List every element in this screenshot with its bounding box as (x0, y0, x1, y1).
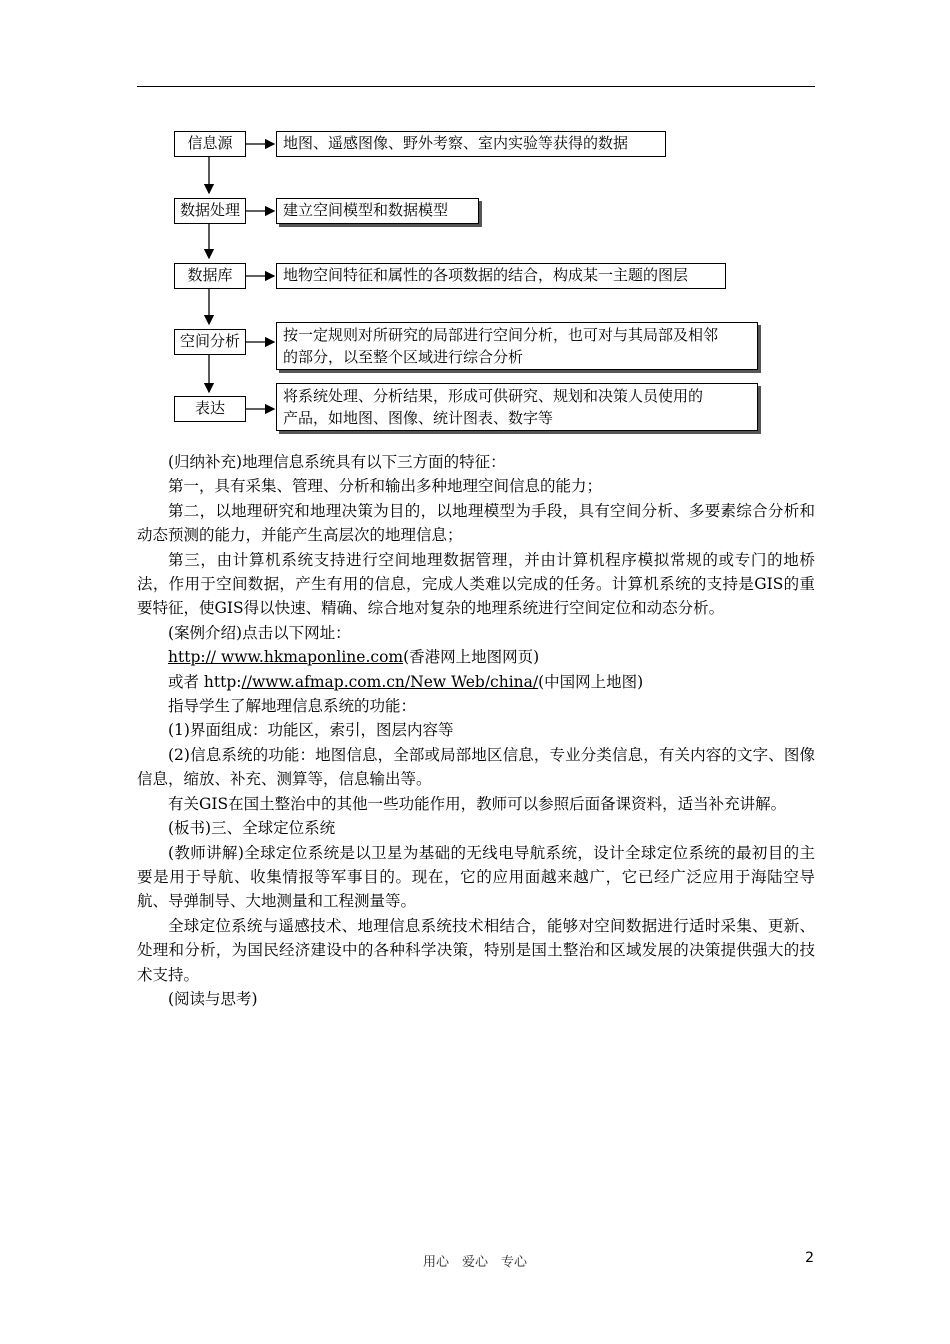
paragraph-gps-lecture: (教师讲解)全球定位系统是以卫星为基础的无线电导航系统，设计全球定位系统的最初目的主要是用于导航、收集情报等军事目的。现在，它的应用面越来越广，它已经广泛应用于海陆空导航、导弹制导、大地测量和工程测量等。 (137, 843, 815, 911)
paragraph-case-intro: (案例介绍)点击以下网址： (168, 623, 351, 642)
node-output: 表达 (174, 396, 246, 422)
hkmap-link[interactable]: http:// www.hkmaponline.com (168, 648, 404, 667)
paragraph-url-1 (137, 645, 815, 669)
desc-output-line2: 产品，如地图、图像、统计图表、数字等 (283, 409, 554, 427)
node-analysis: 空间分析 (174, 329, 246, 355)
desc-analysis-line1: 按一定规则对所研究的局部进行空间分析，也可对与其局部及相邻 (283, 326, 719, 344)
paragraph-feature-2: 第二，以地理研究和地理决策为目的，以地理模型为手段，具有空间分析、多要素综合分析和动态预测的能力，并能产生高层次的地理信息； (137, 501, 815, 545)
or-prefix: 或者 http: (168, 672, 242, 691)
paragraph-feature-3: 第三，由计算机系统支持进行空间地理数据管理，并由计算机程序模拟常规的或专门的地桥法，作用于空间数据，产生有用的信息，完成人类难以完成的任务。计算机系统的支持是GIS的重要特征，使GIS得以快速、精确、综合地对复杂的地理系统进行空间定位和动态分析。 (137, 550, 815, 618)
paragraph-gps-integration: 全球定位系统与遥感技术、地理信息系统技术相结合，能够对空间数据进行适时采集、更新、处理和分析，为国民经济建设中的各种科学决策，特别是国土整治和区域发展的决策提供强大的技术支持。 (137, 916, 815, 984)
body-text (137, 450, 815, 1011)
afmap-note: (中国网上地图) (538, 672, 644, 691)
desc-output-line1: 将系统处理、分析结果，形成可供研究、规划和决策人员使用的 (283, 387, 704, 405)
afmap-link[interactable]: //www.afmap.com.cn/New Web/china/ (241, 672, 539, 691)
paragraph-summary-intro: (归纳补充)地理信息系统具有以下三方面的特征： (168, 453, 506, 471)
paragraph-url-2 (137, 670, 815, 694)
node-database: 数据库 (174, 263, 246, 289)
node-source: 信息源 (174, 131, 246, 157)
desc-output (276, 383, 758, 431)
paragraph-functions: (2)信息系统的功能：地图信息，全部或局部地区信息，专业分类信息，有关内容的文字、图像信息，缩放、补充、测算等，信息输出等。 (137, 745, 815, 789)
footer-motto: 用心 爱心 专心 (422, 1255, 527, 1270)
page-number: 2 (805, 1250, 814, 1266)
paragraph-reading: (阅读与思考) (168, 989, 258, 1008)
paragraph-gis-note: 有关GIS在国土整治中的其他一些功能作用，教师可以参照后面备课资料，适当补充讲解。 (168, 794, 787, 813)
desc-analysis-line2: 的部分，以至整个区域进行综合分析 (283, 348, 524, 366)
hkmap-note: (香港网上地图网页) (403, 648, 540, 667)
desc-analysis (276, 322, 758, 370)
node-processing: 数据处理 (174, 198, 246, 224)
paragraph-board-gps: (板书)三、全球定位系统 (168, 819, 336, 838)
paragraph-guide: 指导学生了解地理信息系统的功能： (168, 697, 417, 716)
desc-source: 地图、遥感图像、野外考察、室内实验等获得的数据 (276, 131, 666, 157)
paragraph-interface: (1)界面组成：功能区，索引，图层内容等 (168, 721, 454, 740)
gis-flowchart (0, 0, 950, 440)
desc-database: 地物空间特征和属性的各项数据的结合，构成某一主题的图层 (276, 263, 726, 289)
desc-processing: 建立空间模型和数据模型 (276, 198, 479, 224)
paragraph-feature-1: 第一，具有采集、管理、分析和输出多种地理空间信息的能力； (168, 477, 603, 496)
